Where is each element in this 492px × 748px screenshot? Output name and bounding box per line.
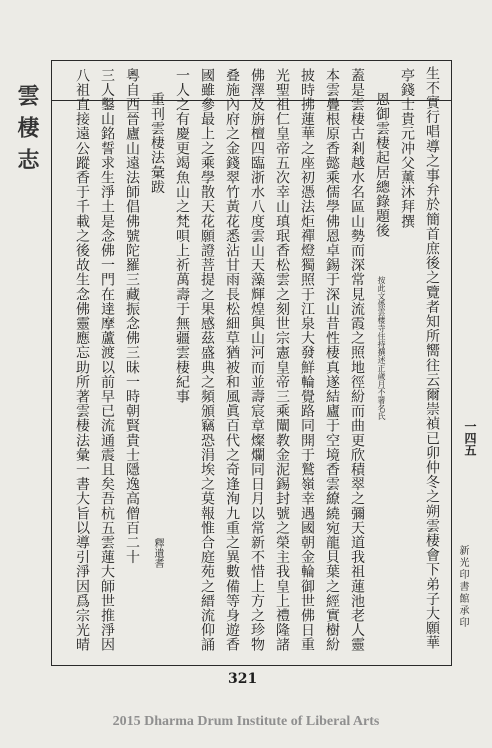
page-number: 321 xyxy=(228,671,258,687)
text-column-10: 國雖參最上之乘學散天花願證菩提之果感茲盛典之頻頒竊恐涓埃之莫報惟合庭苑之縉流仰誦 xyxy=(199,68,215,652)
text-column-12: 重刊雲棲法彙跋 xyxy=(149,92,165,195)
text-column-7: 光聖祖仁皇帝五次幸山瑱珉香松雲之刻世宗憲皇帝三乘闡教金泥錫封號之榮主我皇上禮隆諸 xyxy=(274,68,290,652)
watermark: 2015 Dharma Drum Institute of Liberal Arts xyxy=(112,714,380,729)
text-column-8: 佛澤及旃檀四臨浙水八度雲山天藻輝煌與山河而並壽宸章燦爛同日月以常新不惜上方之珍物 xyxy=(249,68,265,652)
margin-title: 雲棲志 xyxy=(14,84,40,180)
text-column-9: 叠施內府之金錢翠竹黃花悉沾甘雨長松細草猶被和風眞百代之奇逢洵九重之異數備等身遊香 xyxy=(224,68,240,652)
author-signature: 釋遺耆 xyxy=(152,538,163,568)
text-column-11: 一人之有慶更竭魚山之梵唄上祈萬壽于無疆雲棲紀事 xyxy=(174,68,190,404)
text-column-5: 本雲疊根原香懿乘儒學佛恩卓錫于深山昔性棲真遂結廬于空境香雲繚繞宛龍貝葉之經實樹紛 xyxy=(324,68,340,652)
text-column-2: 亭錢士貴元冲父薰沐拜撰 xyxy=(399,68,415,229)
text-column-6: 披時拂蓮華之座初憑法炬禪燈獨照于江泉大發鮮輪覺路同開于鷲嶺幸遇國朝金輪御世佛日重 xyxy=(299,68,315,652)
text-column-1: 生不實行唱導之事弁於簡首庶後之覽者知所嚮往云爾崇禎已卯仲冬之朔雲棲會下弟子大願華 xyxy=(424,66,440,650)
interlinear-note: 按此文係雲棲寺住持撰述正歲月不署名氏 xyxy=(377,276,386,420)
publisher-stamp: 新光印書館承印 xyxy=(457,545,468,629)
text-column-3: 恩御雲棲起居總錄題後 xyxy=(374,92,390,238)
side-page-number: 一四五 xyxy=(463,420,477,456)
text-column-15: 八祖直接遠公蹤香于千載之後故生念佛靈應忘助所著雲棲法彙一書大旨以導引淨因爲宗光晴 xyxy=(74,68,90,652)
text-column-14: 三人鑿山銘誓求生淨土是念佛一門在達摩蘆渡以前早已流通震且矣吾杭五雲蓮大師世推淨因 xyxy=(99,68,115,652)
text-column-4: 蓋是雲棲古剎越水名區山勢而深常見流霞之照地徑紛而曲更欣積翠之彌天道我祖蓮池老人靈 xyxy=(349,68,365,652)
text-column-13: 粵自西晉廬山遠法師倡佛號陀羅三藏振念佛三昧一時朝賢貴士隱逸高僧百二十 xyxy=(124,68,140,565)
